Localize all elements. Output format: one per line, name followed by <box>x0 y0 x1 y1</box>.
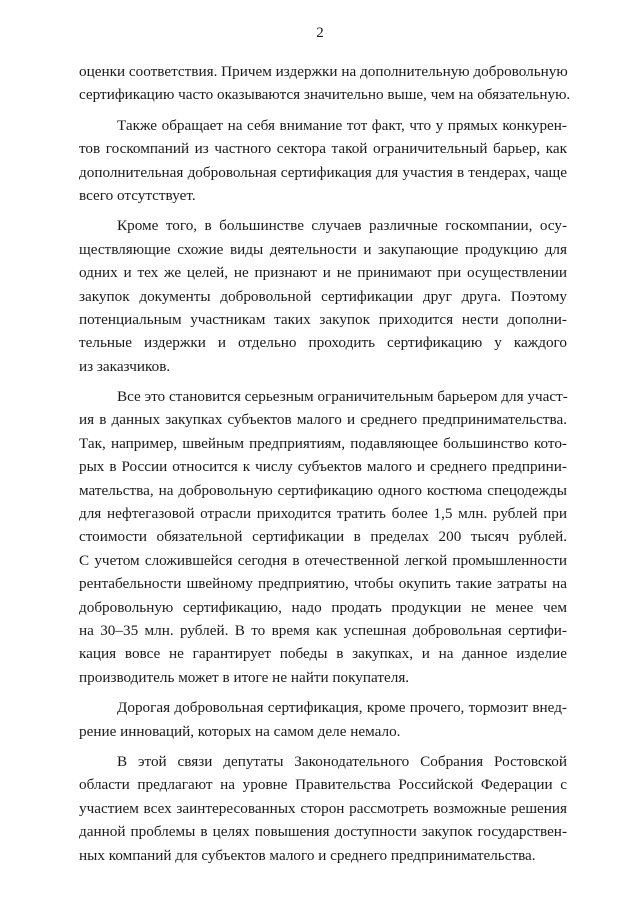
text-line: закупок документы добровольной сертификации друг друга. Поэтому <box>79 287 567 305</box>
paragraph <box>79 385 567 689</box>
document-body <box>79 60 571 874</box>
paragraph <box>79 214 567 378</box>
text-line: Так, например, швейным предприятиям, подавляющее большинство кото- <box>79 434 567 452</box>
text-line: добровольную сертификацию, надо продать продукции не менее чем <box>79 598 567 616</box>
paragraph <box>79 114 567 208</box>
text-line: ществляющие схожие виды деятельности и закупающие продукцию для <box>79 240 567 258</box>
text-line: тов госкомпаний из частного сектора такой ограничительный барьер, как <box>79 140 567 158</box>
text-line: оценки соответствия. Причем издержки на дополнительную добровольную <box>79 63 568 80</box>
text-line: тельные издержки и отдельно проходить сертификацию у каждого <box>79 334 567 352</box>
text-line: одних и тех же целей, не признают и не принимают при осуществлении <box>79 264 567 282</box>
paragraph <box>79 750 567 867</box>
text-line: сертификацию часто оказываются значительно выше, чем на обязательную. <box>79 86 571 104</box>
page-number: 2 <box>316 25 324 41</box>
text-line: В этой связи депутаты Законодательного Собрания Ростовской <box>117 752 567 770</box>
text-line: Дорогая добровольная сертификация, кроме прочего, тормозит внед- <box>117 699 567 717</box>
text-line: мательства, на добровольную сертификацию одного костюма спецодежды <box>79 481 567 499</box>
paragraph <box>79 696 567 743</box>
text-line: участием всех заинтересованных сторон рассмотреть возможные решения <box>79 799 567 817</box>
text-line: Кроме того, в большинстве случаев различные госкомпании, осу- <box>117 217 567 235</box>
text-line: из заказчиков. <box>79 357 171 375</box>
text-line: на 30–35 млн. рублей. В то время как успешная добровольная сертифи- <box>79 621 567 639</box>
text-line: ия в данных закупках субъектов малого и среднего предпринимательства. <box>79 411 567 429</box>
text-line: кация вовсе не гарантирует победы в закупках, и на данное изделие <box>79 645 567 663</box>
text-line: Также обращает на себя внимание тот факт, что у прямых конкурен- <box>117 116 567 134</box>
text-line: Все это становится серьезным ограничительным барьером для участ- <box>117 388 568 406</box>
text-line: С учетом сложившейся сегодня в отечественной легкой промышленности <box>79 551 567 569</box>
text-line: производитель может в итоге не найти покупателя. <box>79 668 410 686</box>
text-line: рых в России относится к числу субъектов малого и среднего предприни- <box>79 458 567 476</box>
text-line: данной проблемы в целях повышения доступности закупок государствен- <box>79 823 567 841</box>
text-line: стоимости обязательной сертификации в пределах 200 тысяч рублей. <box>79 528 567 546</box>
text-line: рентабельности швейному предприятию, чтобы окупить такие затраты на <box>79 575 567 593</box>
text-line: ных компаний для субъектов малого и среднего предпринимательства. <box>79 846 536 864</box>
paragraph <box>79 60 571 107</box>
text-line: рение инноваций, которых на самом деле немало. <box>79 722 401 740</box>
text-line: для нефтегазовой отрасли приходится тратить более 1,5 млн. рублей при <box>79 505 567 523</box>
text-line: дополнительная добровольная сертификация для участия в тендерах, чаще <box>79 163 567 181</box>
text-line: области предлагают на уровне Правительства Российской Федерации с <box>79 776 567 794</box>
text-line: всего отсутствует. <box>79 186 196 204</box>
text-line: потенциальным участникам таких закупок приходится нести дополни- <box>79 310 567 328</box>
